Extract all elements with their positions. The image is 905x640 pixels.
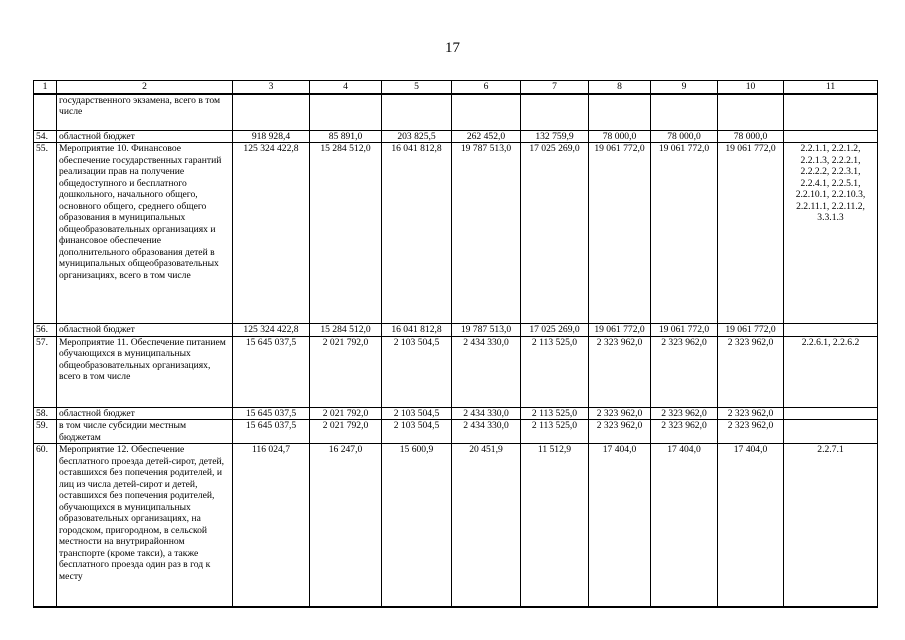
row-value: 2 323 962,0: [589, 407, 651, 420]
row-value: 2 103 504,5: [382, 336, 452, 407]
row-value: 19 061 772,0: [651, 324, 718, 337]
row-value: 2 021 792,0: [310, 420, 382, 444]
row-refs: 2.2.6.1, 2.2.6.2: [784, 336, 878, 407]
row-value: 2 103 504,5: [382, 407, 452, 420]
row-value: 17 025 269,0: [521, 143, 589, 324]
row-refs: 2.2.7.1: [784, 444, 878, 608]
row-value: 2 323 962,0: [589, 420, 651, 444]
row-value: 2 434 330,0: [452, 407, 521, 420]
row-value: 19 061 772,0: [589, 143, 651, 324]
row-value: 15 600,9: [382, 444, 452, 608]
row-name: в том числе субсидии местным бюджетам: [57, 420, 233, 444]
row-value: 2 323 962,0: [718, 420, 784, 444]
row-refs: [784, 420, 878, 444]
column-header: 1: [34, 81, 57, 94]
row-refs: 2.2.1.1, 2.2.1.2, 2.2.1.3, 2.2.2.1, 2.2.2.2, 2.2.3.1, 2.2.4.1, 2.2.5.1, 2.2.10.1, 2.2.10.3, 2.2.11.1, 2.2.11.2, 3.3.1.3: [784, 143, 878, 324]
row-refs: [784, 324, 878, 337]
row-value: 17 404,0: [589, 444, 651, 608]
table-row: [34, 420, 878, 444]
table-row: [34, 407, 878, 420]
row-value: 918 928,4: [233, 130, 310, 143]
row-value: 2 434 330,0: [452, 336, 521, 407]
row-value: 2 323 962,0: [651, 407, 718, 420]
row-value: 2 434 330,0: [452, 420, 521, 444]
row-number: 57.: [34, 336, 57, 407]
row-value: [452, 94, 521, 131]
table-header-row: [34, 81, 878, 94]
row-value: 15 645 037,5: [233, 336, 310, 407]
row-value: 2 323 962,0: [651, 336, 718, 407]
row-value: 17 025 269,0: [521, 324, 589, 337]
column-header: 2: [57, 81, 233, 94]
row-value: 15 284 512,0: [310, 143, 382, 324]
row-value: 78 000,0: [718, 130, 784, 143]
row-number: 54.: [34, 130, 57, 143]
row-number: 58.: [34, 407, 57, 420]
row-value: 19 061 772,0: [589, 324, 651, 337]
row-value: 11 512,9: [521, 444, 589, 608]
row-value: [718, 94, 784, 131]
row-name: Мероприятие 11. Обеспечение питанием обучающихся в муниципальных общеобразовательных организациях, всего в том числе: [57, 336, 233, 407]
row-value: [521, 94, 589, 131]
row-value: 125 324 422,8: [233, 143, 310, 324]
row-value: 78 000,0: [651, 130, 718, 143]
row-value: 2 323 962,0: [718, 336, 784, 407]
row-value: 2 113 525,0: [521, 336, 589, 407]
page-number: 17: [445, 40, 460, 56]
table-row: [34, 130, 878, 143]
row-value: 2 113 525,0: [521, 420, 589, 444]
row-value: 262 452,0: [452, 130, 521, 143]
row-name: областной бюджет: [57, 407, 233, 420]
row-value: 2 113 525,0: [521, 407, 589, 420]
row-number: [34, 94, 57, 131]
table-row: [34, 324, 878, 337]
row-number: 56.: [34, 324, 57, 337]
column-header: 3: [233, 81, 310, 94]
row-value: 2 103 504,5: [382, 420, 452, 444]
row-value: 132 759,9: [521, 130, 589, 143]
row-name: областной бюджет: [57, 324, 233, 337]
table-row: [34, 94, 878, 131]
row-value: 85 891,0: [310, 130, 382, 143]
row-value: 125 324 422,8: [233, 324, 310, 337]
row-value: 19 061 772,0: [651, 143, 718, 324]
row-value: 15 645 037,5: [233, 420, 310, 444]
row-name: государственного экзамена, всего в том числе: [57, 94, 233, 131]
row-value: 2 021 792,0: [310, 336, 382, 407]
row-value: 19 061 772,0: [718, 143, 784, 324]
row-value: 116 024,7: [233, 444, 310, 608]
row-name: Мероприятие 12. Обеспечение бесплатного проезда детей-сирот, детей, оставшихся без попечения родителей, и лиц из числа детей-сирот и детей, оставшихся без попечения родителей, обучающихся в муниципальных образовательных организациях, на городском, пригородном, в сельской местности на внутрирайонном транспорте (кроме такси), а также бесплатного проезда один раз в год к месту: [57, 444, 233, 608]
row-value: 20 451,9: [452, 444, 521, 608]
column-header: 11: [784, 81, 878, 94]
row-value: [589, 94, 651, 131]
row-value: 16 041 812,8: [382, 324, 452, 337]
row-number: 55.: [34, 143, 57, 324]
row-value: 2 323 962,0: [651, 420, 718, 444]
row-value: 19 787 513,0: [452, 324, 521, 337]
row-value: [651, 94, 718, 131]
row-name: Мероприятие 10. Финансовое обеспечение государственных гарантий реализации прав на получение общедоступного и бесплатного дошкольного, начального общего, основного общего, среднего общего образования в муниципальных общеобразовательных организациях и финансовое обеспечение дополнительного образования детей в муниципальных общеобразовательных организациях, всего в том числе: [57, 143, 233, 324]
row-refs: [784, 94, 878, 131]
row-value: [233, 94, 310, 131]
row-value: 15 284 512,0: [310, 324, 382, 337]
table-row: [34, 143, 878, 324]
row-value: 16 041 812,8: [382, 143, 452, 324]
row-value: [310, 94, 382, 131]
row-value: 2 323 962,0: [589, 336, 651, 407]
column-header: 9: [651, 81, 718, 94]
column-header: 7: [521, 81, 589, 94]
row-refs: [784, 407, 878, 420]
row-value: 17 404,0: [718, 444, 784, 608]
row-value: 19 787 513,0: [452, 143, 521, 324]
row-name: областной бюджет: [57, 130, 233, 143]
row-number: 59.: [34, 420, 57, 444]
column-header: 6: [452, 81, 521, 94]
column-header: 8: [589, 81, 651, 94]
row-value: 17 404,0: [651, 444, 718, 608]
row-value: 203 825,5: [382, 130, 452, 143]
column-header: 10: [718, 81, 784, 94]
row-value: 2 021 792,0: [310, 407, 382, 420]
table-row: [34, 444, 878, 608]
row-value: 16 247,0: [310, 444, 382, 608]
table-row: [34, 336, 878, 407]
column-header: 5: [382, 81, 452, 94]
row-value: 2 323 962,0: [718, 407, 784, 420]
row-number: 60.: [34, 444, 57, 608]
row-value: 19 061 772,0: [718, 324, 784, 337]
column-header: 4: [310, 81, 382, 94]
budget-table: [33, 80, 878, 608]
row-value: [382, 94, 452, 131]
row-value: 78 000,0: [589, 130, 651, 143]
row-refs: [784, 130, 878, 143]
row-value: 15 645 037,5: [233, 407, 310, 420]
